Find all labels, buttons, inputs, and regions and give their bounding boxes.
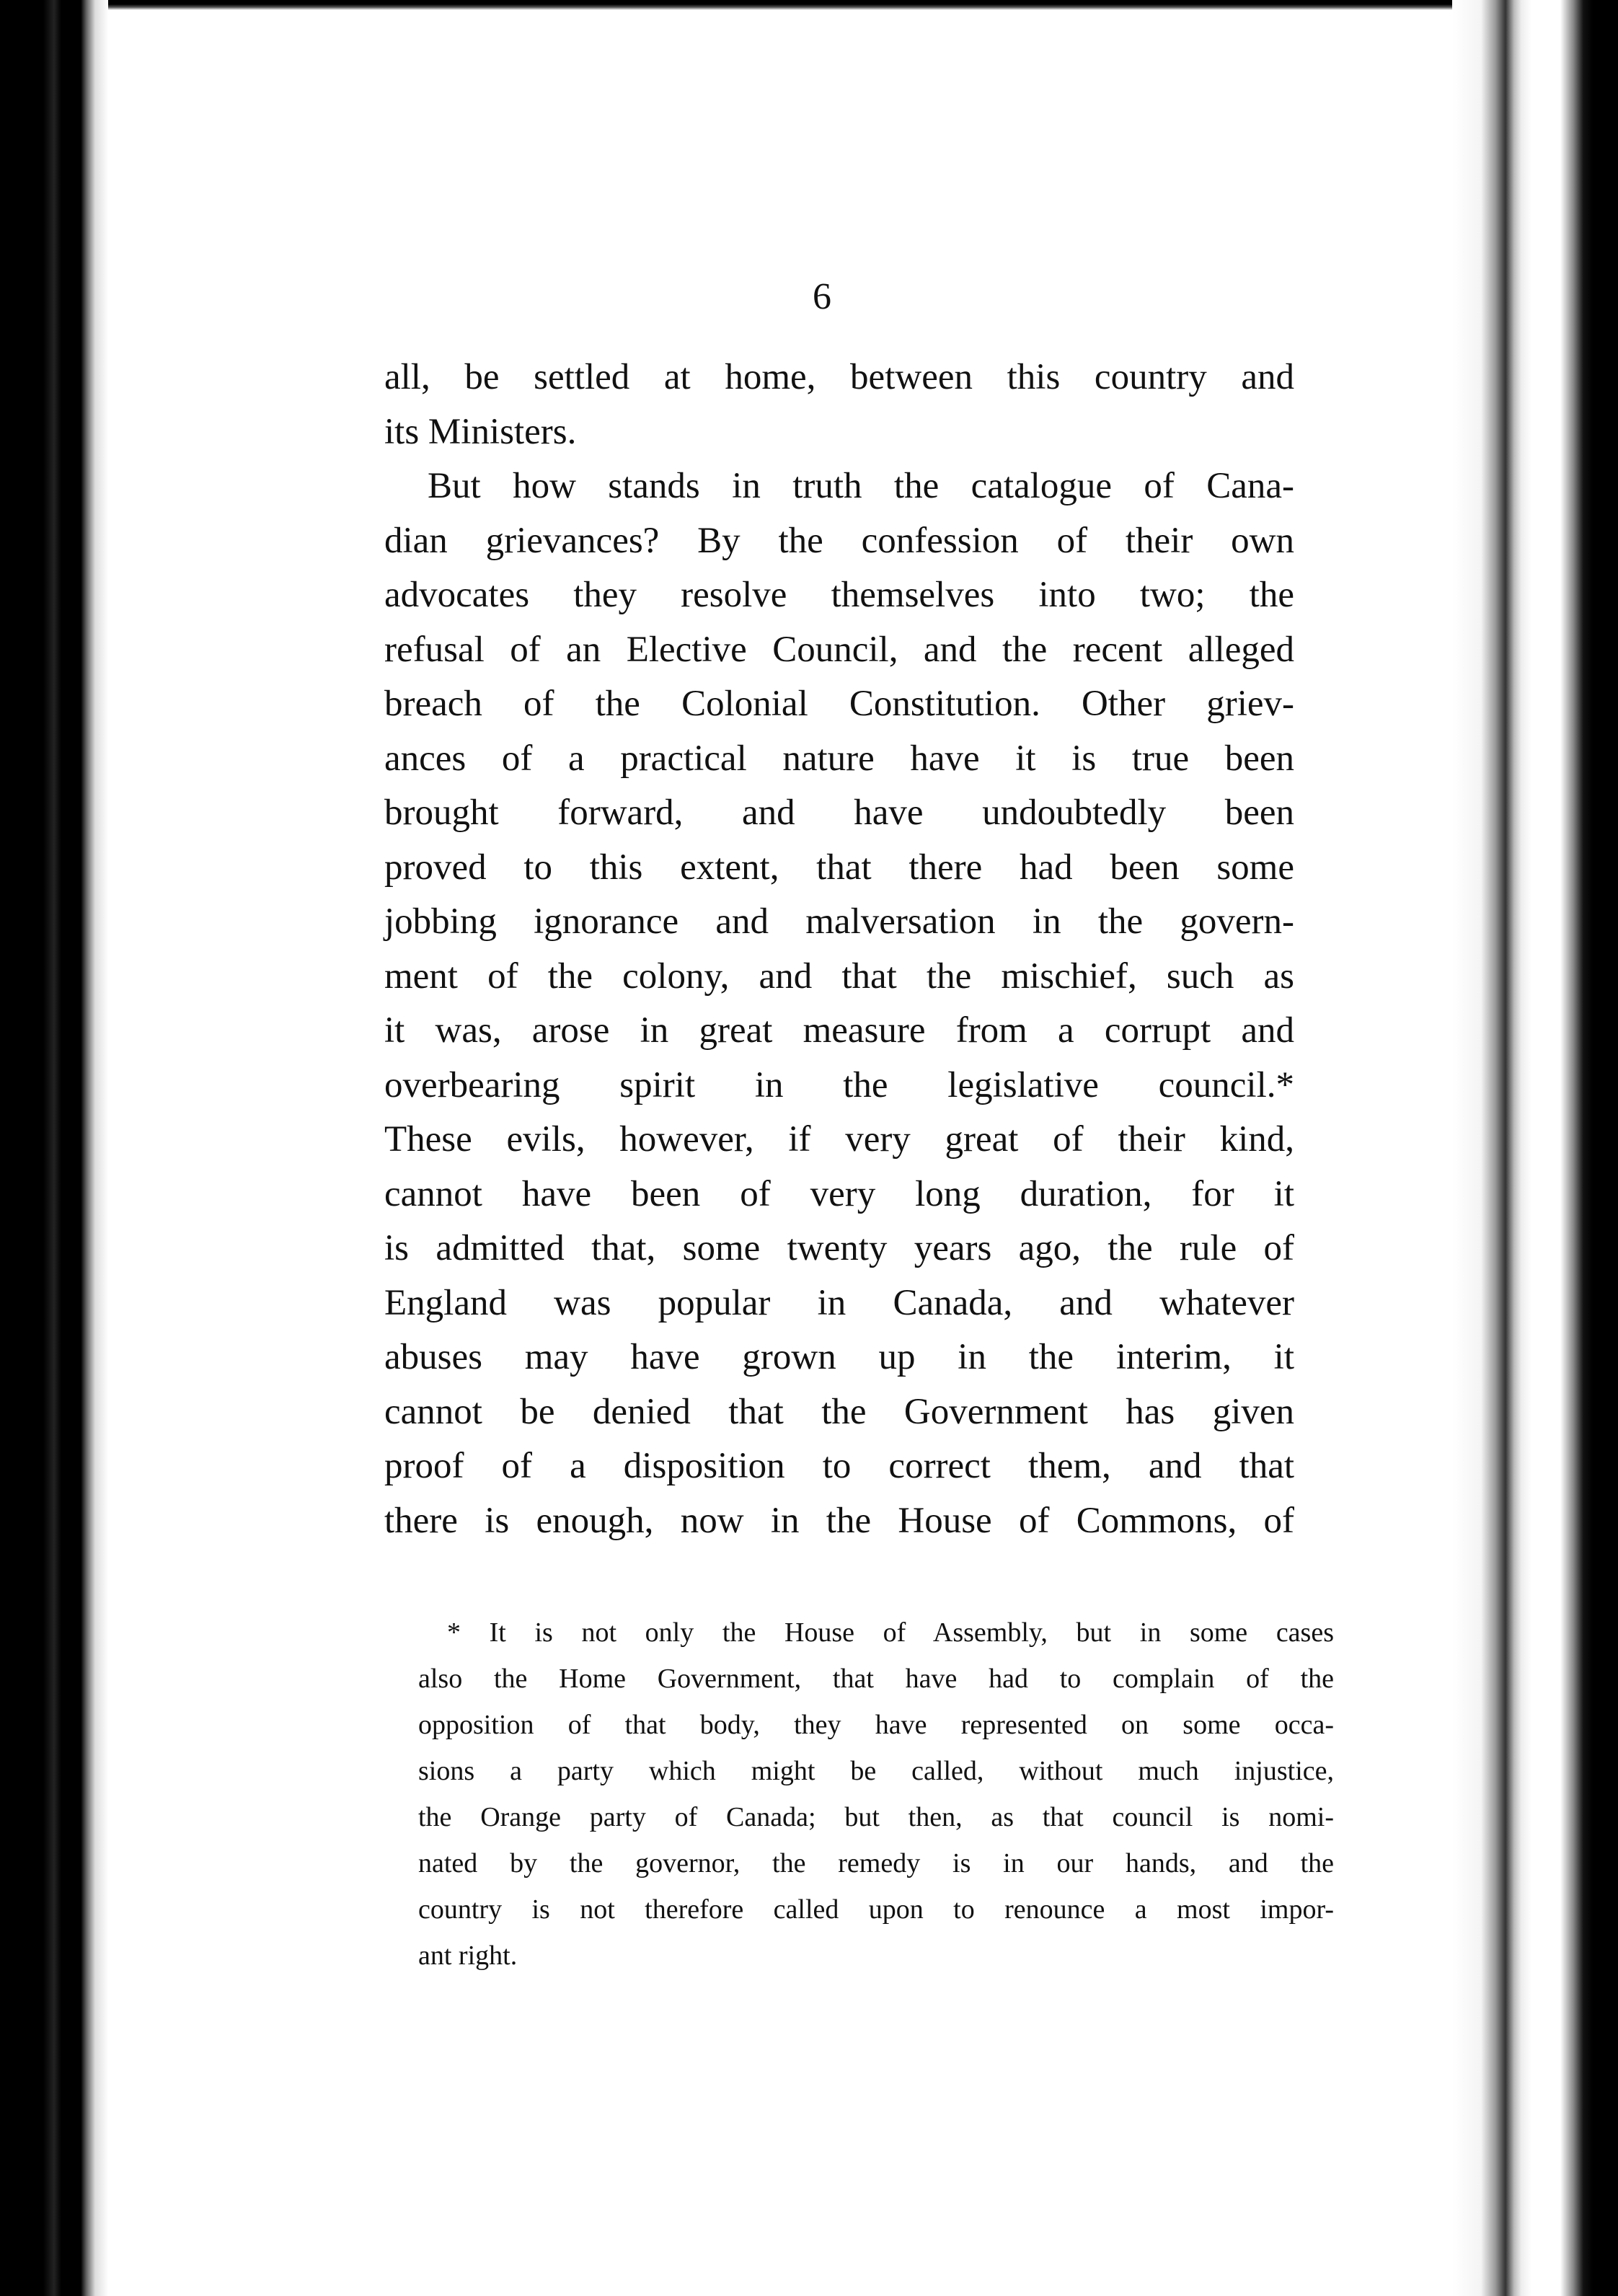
body-line: advocates they resolve themselves into two; the [384,575,1294,615]
scan-edge-right [1452,0,1618,2296]
body-line: there is enough, now in the House of Commons, of [384,1500,1294,1541]
body-line: proof of a disposition to correct them, and that [384,1446,1294,1486]
body-line: brought forward, and have undoubtedly been [384,792,1294,833]
body-line: ances of a practical nature have it is true been [384,738,1294,779]
body-line: jobbing ignorance and malversation in the govern- [384,901,1294,942]
body-line: ment of the colony, and that the mischief, such as [384,955,1294,997]
body-line: abuses may have grown up in the interim, it [384,1337,1294,1377]
body-line: breach of the Colonial Constitution. Other griev- [384,684,1294,724]
body-line: cannot have been of very long duration, for it [384,1173,1294,1214]
body-text [384,350,1294,1548]
body-line: overbearing spirit in the legislative council.* [384,1064,1294,1105]
body-line: it was, arose in great measure from a corrupt and [384,1010,1294,1051]
body-line: But how stands in truth the catalogue of Cana- [428,466,1294,506]
footnote-line: * It is not only the House of Assembly, but in some cases [447,1617,1334,1648]
footnote-line: country is not therefore called upon to renounce a most impor- [418,1894,1334,1925]
footnote-line: opposition of that body, they have represented on some occa- [418,1710,1334,1740]
body-line: England was popular in Canada, and whatever [384,1282,1294,1323]
body-line: is admitted that, some twenty years ago, the rule of [384,1228,1294,1268]
scan-edge-left [0,0,108,2296]
body-line: These evils, however, if very great of their kind, [384,1119,1294,1160]
footnote-line: nated by the governor, the remedy is in our hands, and the [418,1848,1334,1878]
footnote-line: ant right. [418,1940,518,1971]
footnote [418,1610,1334,1979]
scan-edge-top [0,0,1618,10]
body-line: proved to this extent, that there had been some [384,847,1294,888]
body-line: its Ministers. [384,411,577,452]
body-line: cannot be denied that the Government has given [384,1391,1294,1432]
body-line: all, be settled at home, between this country and [384,357,1294,397]
footnote-line: the Orange party of Canada; but then, as that council is nomi- [418,1802,1334,1832]
footnote-line: sions a party which might be called, without much injustice, [418,1756,1334,1786]
body-line: dian grievances? By the confession of their own [384,520,1294,561]
body-line: refusal of an Elective Council, and the recent alleged [384,629,1294,670]
page-number: 6 [813,276,831,317]
footnote-line: also the Home Government, that have had to complain of the [418,1664,1334,1694]
